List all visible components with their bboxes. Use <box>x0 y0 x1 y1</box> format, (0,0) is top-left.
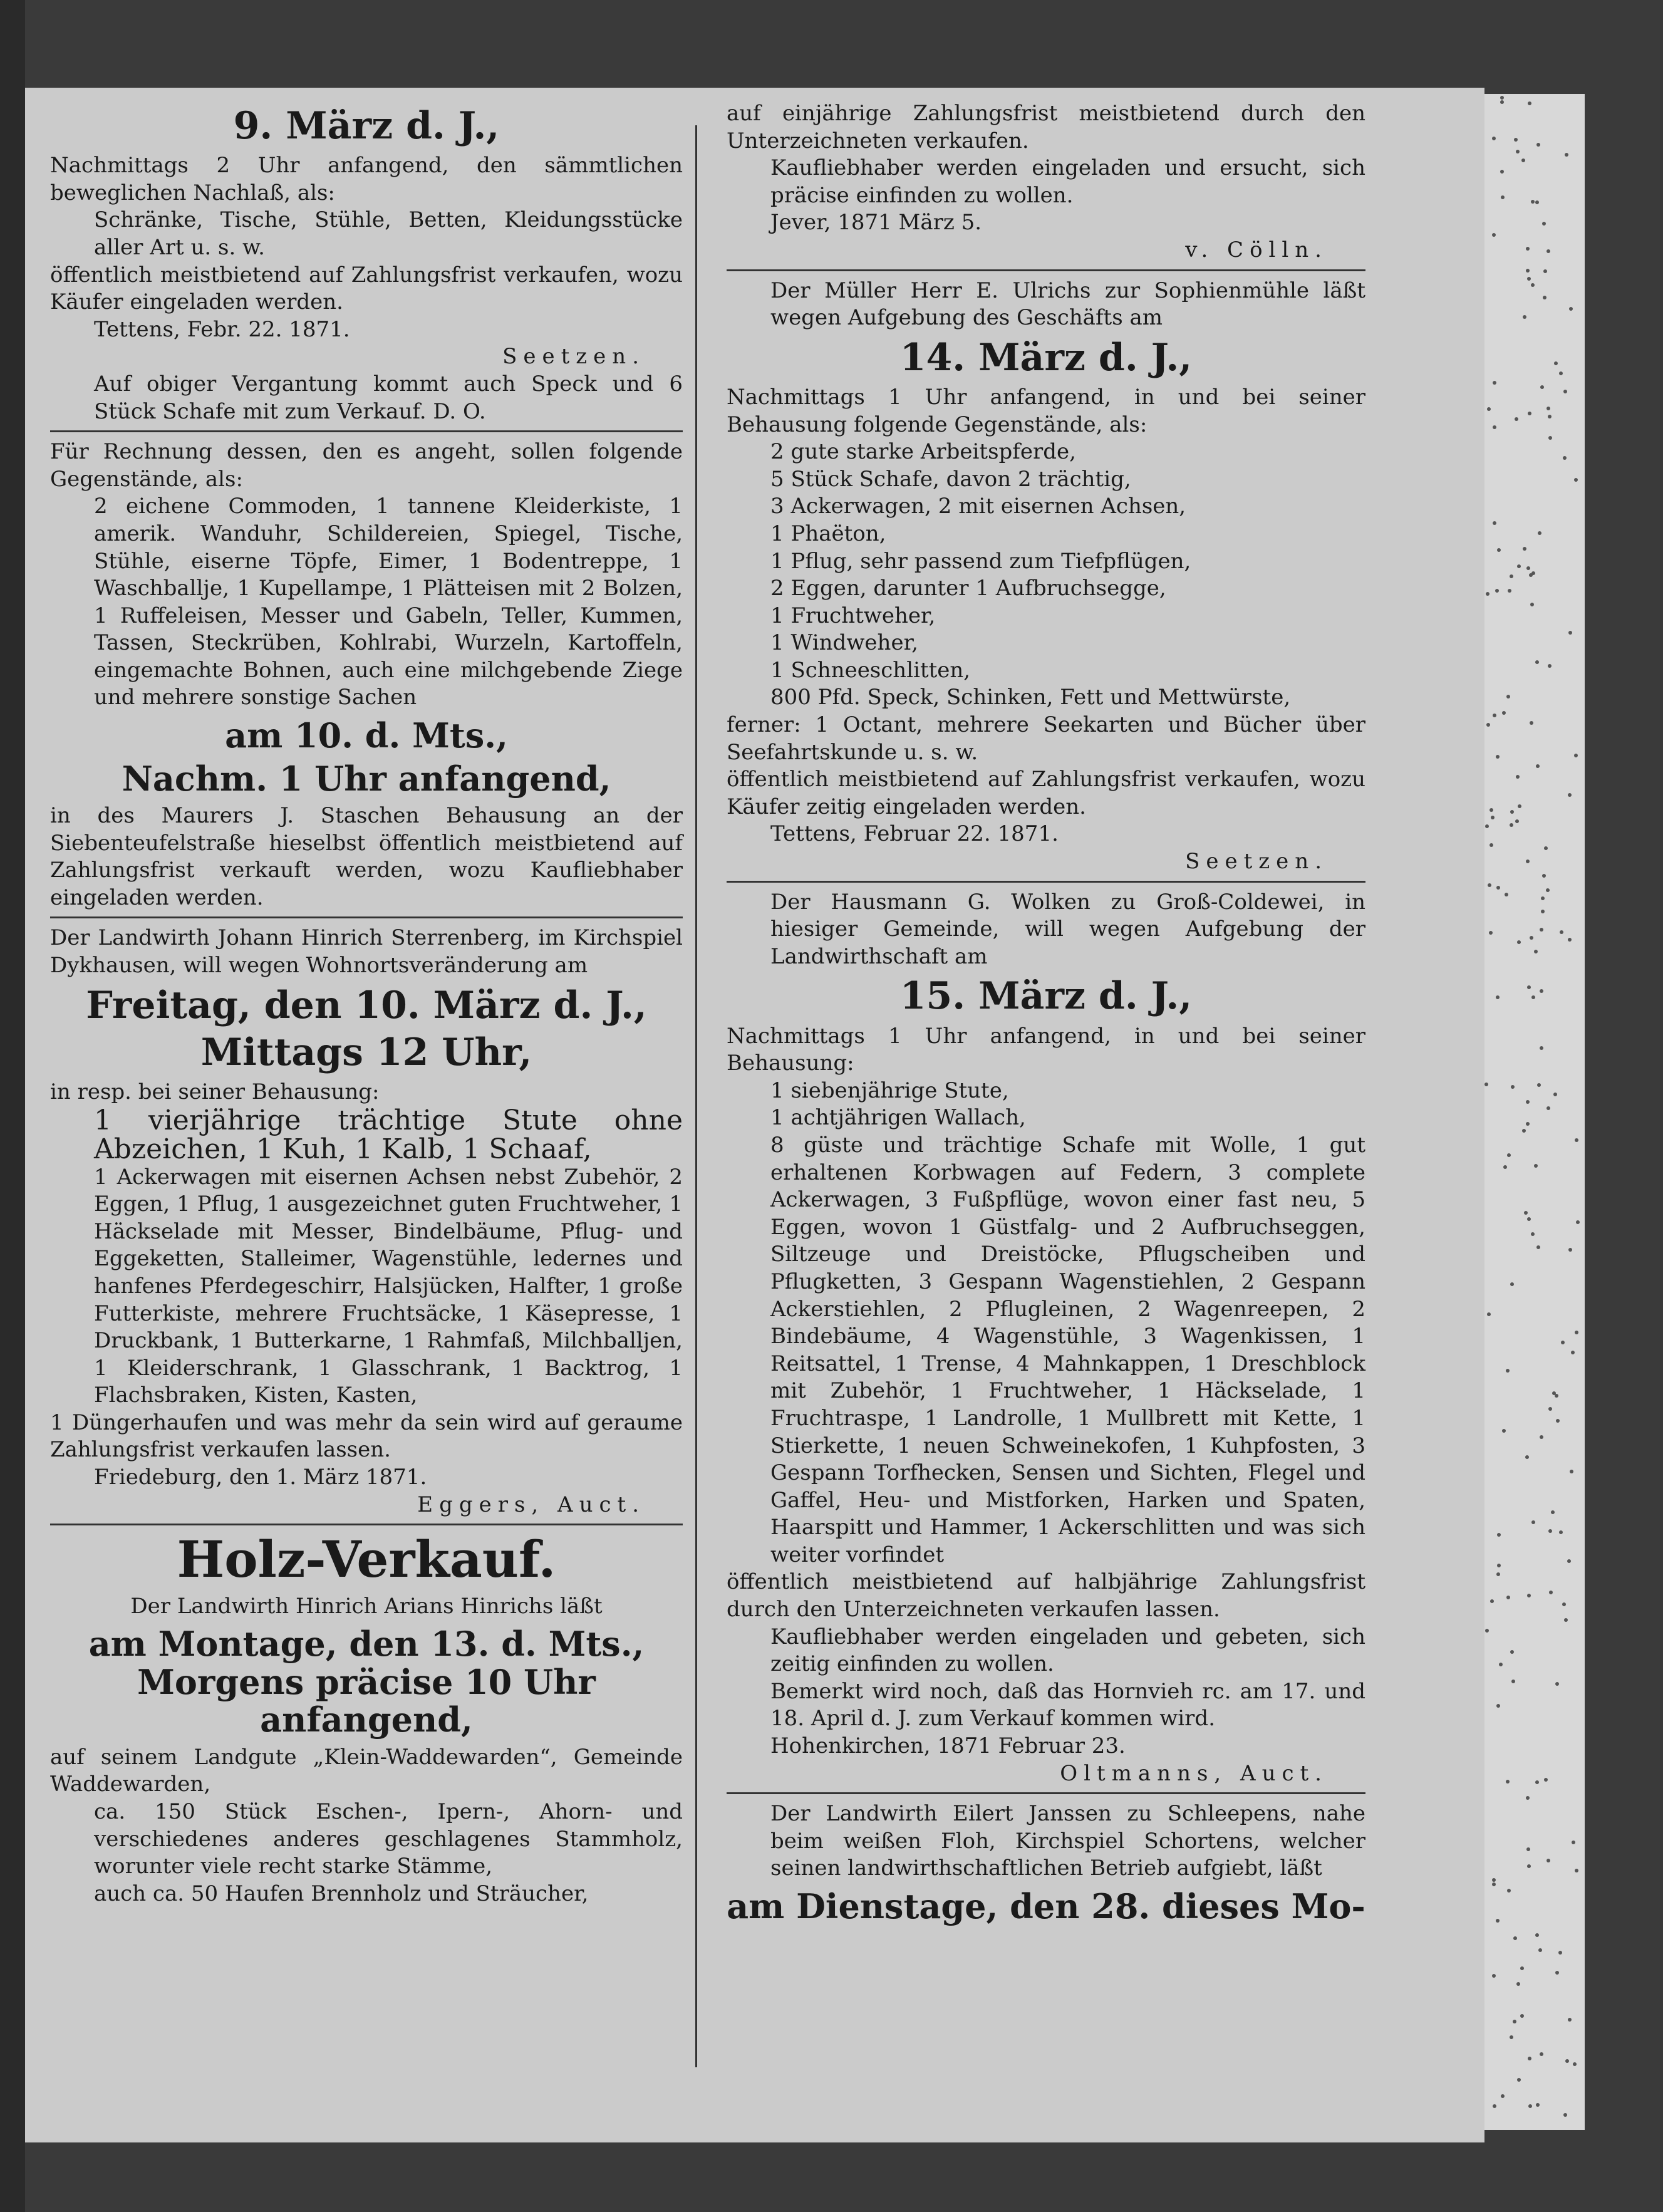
edge-speck <box>1515 417 1518 421</box>
edge-speck <box>1540 1046 1543 1050</box>
ad-signature: Seetzen. <box>1185 849 1328 875</box>
edge-speck <box>1565 153 1568 157</box>
ad-time-headline: Mittags 12 Uhr, <box>200 1030 532 1074</box>
edge-speck <box>1562 1602 1566 1606</box>
ad-separator <box>50 1524 683 1525</box>
ad-sterrenberg <box>50 925 683 1519</box>
edge-speck <box>1546 407 1550 410</box>
edge-speck <box>1496 1572 1500 1576</box>
ad-note: Bemerkt wird noch, daß das Hornvieh rc. am 17. und 18. April d. J. zum Verkauf kommen wird. <box>770 1678 1365 1732</box>
edge-speck <box>1574 478 1578 482</box>
edge-speck <box>1526 247 1530 251</box>
edge-speck <box>1548 436 1552 440</box>
edge-speck <box>1493 714 1496 717</box>
ad-text: auf seinem Landgute „Klein-Waddewarden“, Gemeinde Waddewarden, <box>50 1744 683 1797</box>
edge-speck <box>1543 296 1546 299</box>
edge-speck <box>1493 381 1496 385</box>
edge-speck <box>1526 1796 1530 1800</box>
edge-speck <box>1575 1138 1578 1142</box>
edge-speck <box>1530 721 1533 725</box>
edge-speck <box>1536 2103 1540 2107</box>
edge-speck <box>1496 1704 1500 1708</box>
edge-speck <box>1568 793 1572 797</box>
edge-speck <box>1541 910 1545 913</box>
edge-speck <box>1523 547 1526 551</box>
edge-speck <box>1544 1778 1548 1782</box>
edge-speck <box>1556 1419 1560 1423</box>
edge-speck <box>1528 2057 1531 2060</box>
ad-holz-verkauf <box>50 1532 683 1908</box>
edge-speck <box>1531 200 1535 204</box>
ad-item-list: ca. 150 Stück Eschen-, Ipern-, Ahorn- und verschiedenes anderes geschlagenes Stammholz, worunter viele recht starke Stämme, <box>94 1799 683 1879</box>
edge-speck <box>1506 1780 1510 1784</box>
edge-speck <box>1526 1122 1530 1126</box>
edge-speck <box>1542 222 1546 226</box>
edge-speck <box>1548 664 1552 668</box>
ad-date-headline: am Montage, den 13. d. Mts., Morgens präcise 10 Uhr anfangend, <box>88 1624 645 1740</box>
edge-speck <box>1526 566 1530 570</box>
edge-speck <box>1549 1591 1553 1594</box>
edge-speck <box>1518 804 1521 808</box>
edge-speck <box>1555 1682 1559 1686</box>
ad-text: öffentlich meistbietend auf halbjährige Zahlungsfrist durch den Unterzeichneten verkaufen lassen. <box>727 1569 1365 1623</box>
list-item: 1 Windweher, <box>770 630 918 656</box>
ad-auction-nachlass <box>50 105 683 425</box>
column-rule <box>695 125 697 2067</box>
edge-speck <box>1495 589 1499 593</box>
ad-item-featured: 1 vierjährige trächtige Stute ohne Abzeichen, 1 Kuh, 1 Kalb, 1 Schaaf, <box>94 1104 683 1165</box>
list-item: 1 Fruchtweher, <box>770 603 936 628</box>
edge-speck <box>1492 233 1496 237</box>
edge-speck <box>1491 816 1495 819</box>
ad-separator <box>50 916 683 918</box>
edge-speck <box>1488 883 1491 887</box>
edge-speck <box>1510 2035 1513 2039</box>
edge-speck <box>1510 810 1514 814</box>
ad-time-headline: Nachm. 1 Uhr anfangend, <box>122 758 611 799</box>
ad-text: auf einjährige Zahlungsfrist meistbietend durch den Unterzeichneten verkaufen. <box>727 101 1365 153</box>
ad-place-date: Jever, 1871 März 5. <box>770 210 982 236</box>
edge-speck <box>1535 1780 1539 1784</box>
book-fore-edge <box>1484 94 1585 2130</box>
edge-speck <box>1492 137 1496 140</box>
edge-speck <box>1528 412 1531 415</box>
ad-item-list: 2 eichene Commoden, 1 tannene Kleiderkiste, 1 amerik. Wanduhr, Schildereien, Spiegel, Tische, Stühle, eiserne Töpfe, Eimer, 1 Bodentreppe, 1 Waschballje, 1 Kupellampe, 1 Plätteisen mit 2 Bolzen, 1 Ruffeleisen, Messer und Gabeln, Teller, Kummen, Tassen, Steckrüben, Kohlrabi, Wurzeln, Kartoffeln, eingemachte Bohnen, auch eine milchgebende Ziege und mehrere sonstige Sachen <box>94 494 683 710</box>
edge-speck <box>1489 808 1493 812</box>
ad-separator <box>727 269 1365 271</box>
edge-speck <box>1541 896 1545 900</box>
edge-speck <box>1553 1093 1557 1096</box>
edge-speck <box>1561 1341 1565 1344</box>
ad-text: Nachmittags 1 Uhr anfangend, in und bei seiner Behausung: <box>727 1023 1365 1076</box>
ad-note: Auf obiger Vergantung kommt auch Speck und 6 Stück Schafe mit zum Verkauf. D. O. <box>94 371 683 424</box>
edge-speck <box>1546 1106 1550 1110</box>
edge-speck <box>1535 200 1539 204</box>
list-item: 800 Pfd. Speck, Schinken, Fett und Mettwürste, <box>770 685 1291 710</box>
edge-speck <box>1527 1217 1531 1221</box>
ad-intro: Der Müller Herr E. Ulrichs zur Sophienmühle läßt wegen Aufgebung des Geschäfts am <box>770 278 1365 331</box>
ad-text: ferner: 1 Octant, mehrere Seekarten und Bücher über Seefahrtskunde u. s. w. <box>727 712 1365 765</box>
edge-speck <box>1528 2104 1532 2108</box>
ad-date-headline: 15. März d. J., <box>899 974 1193 1019</box>
edge-speck <box>1558 1951 1562 1955</box>
edge-speck <box>1526 1847 1530 1851</box>
edge-speck <box>1546 1859 1550 1862</box>
edge-speck <box>1559 1530 1563 1534</box>
ad-ulrichs <box>727 278 1365 876</box>
edge-speck <box>1536 764 1540 768</box>
edge-speck <box>1497 548 1501 552</box>
edge-speck <box>1542 874 1546 878</box>
ad-janssen <box>727 1800 1365 1925</box>
list-item: 1 Schneeschlitten, <box>770 657 971 683</box>
ad-date-headline: am 10. d. Mts., <box>225 715 508 756</box>
edge-speck <box>1548 1407 1552 1411</box>
edge-speck <box>1516 1982 1520 1986</box>
ad-separator <box>50 430 683 432</box>
ad-item-list: auch ca. 50 Haufen Brennholz und Sträucher, <box>94 1881 589 1906</box>
ad-date-headline: am Dienstage, den 28. dieses Mo- <box>727 1886 1365 1926</box>
ad-date-headline: Freitag, den 10. März d. J., <box>86 983 647 1027</box>
edge-speck <box>1485 824 1489 828</box>
edge-speck <box>1536 1245 1540 1249</box>
edge-speck <box>1543 269 1547 273</box>
edge-speck <box>1568 938 1572 942</box>
list-item: 1 achtjährigen Wallach, <box>770 1105 1026 1131</box>
ad-text: Nachmittags 1 Uhr anfangend, in und bei seiner Behausung folgende Gegenstände, als: <box>727 384 1365 437</box>
ad-intro: Der Landwirth Hinrich Arians Hinrichs läßt <box>130 1593 603 1619</box>
edge-speck <box>1511 1680 1515 1683</box>
edge-speck <box>1531 995 1535 999</box>
edge-speck <box>1522 1129 1526 1133</box>
edge-speck <box>1492 1882 1496 1886</box>
edge-speck <box>1508 589 1511 593</box>
edge-speck <box>1493 2104 1496 2108</box>
ad-text: öffentlich meistbietend auf Zahlungsfrist verkaufen, wozu Käufer eingeladen werden. <box>50 262 683 315</box>
edge-speck <box>1531 283 1535 287</box>
ad-text: öffentlich meistbietend auf Zahlungsfrist verkaufen, wozu Käufer zeitig eingeladen werden. <box>727 767 1365 819</box>
edge-speck <box>1568 2018 1572 2022</box>
edge-speck <box>1564 1618 1568 1622</box>
edge-speck <box>1497 1564 1501 1567</box>
edge-speck <box>1535 1933 1539 1937</box>
edge-speck <box>1501 2094 1505 2098</box>
edge-speck <box>1496 1919 1500 1923</box>
ad-place-date: Tettens, Februar 22. 1871. <box>770 821 1059 847</box>
edge-speck <box>1487 407 1491 411</box>
edge-speck <box>1487 1312 1491 1316</box>
edge-speck <box>1563 456 1567 460</box>
edge-speck <box>1565 2059 1569 2063</box>
edge-speck <box>1572 1841 1575 1844</box>
edge-speck <box>1510 1650 1514 1654</box>
ad-place-date: Friedeburg, den 1. März 1871. <box>94 1465 427 1490</box>
edge-speck <box>1500 170 1504 174</box>
edge-speck <box>1505 893 1508 896</box>
ad-wolken <box>727 889 1365 1788</box>
edge-speck <box>1560 930 1563 934</box>
edge-speck <box>1526 269 1530 273</box>
list-item: 1 siebenjährige Stute, <box>770 1077 1009 1103</box>
edge-speck <box>1540 928 1543 932</box>
edge-speck <box>1528 101 1531 105</box>
edge-speck <box>1531 1232 1535 1236</box>
edge-speck <box>1502 711 1506 715</box>
edge-speck <box>1520 1966 1524 1970</box>
edge-speck <box>1517 564 1521 568</box>
ad-place-date: Tettens, Febr. 22. 1871. <box>94 316 350 342</box>
ad-household-sale <box>50 439 683 911</box>
edge-speck <box>1520 2014 1524 2018</box>
edge-speck <box>1525 1455 1529 1459</box>
edge-speck <box>1536 143 1540 147</box>
edge-speck <box>1517 2078 1521 2082</box>
edge-speck <box>1538 1948 1542 1952</box>
edge-speck <box>1499 1663 1503 1666</box>
edge-speck <box>1500 96 1504 100</box>
ad-text: 1 Düngerhaufen und was mehr da sein wird auf geraume Zahlungsfrist verkaufen lassen. <box>50 1410 683 1463</box>
edge-speck <box>1571 1351 1575 1354</box>
edge-speck <box>1555 1971 1559 1975</box>
edge-speck <box>1570 1470 1573 1473</box>
edge-speck <box>1544 846 1548 850</box>
edge-speck <box>1575 1331 1578 1334</box>
edge-speck <box>1496 755 1500 759</box>
edge-speck <box>1517 940 1521 944</box>
edge-speck <box>1548 415 1552 418</box>
list-item: 1 Phaëton, <box>770 521 886 546</box>
ad-place-date: Hohenkirchen, 1871 Februar 23. <box>770 1733 1126 1759</box>
edge-speck <box>1540 989 1543 993</box>
ad-text: Nachmittags 2 Uhr anfangend, den sämmtlichen beweglichen Nachlaß, als: <box>50 153 683 205</box>
ad-separator <box>727 881 1365 883</box>
edge-speck <box>1575 1869 1578 1872</box>
edge-speck <box>1538 531 1541 535</box>
edge-speck <box>1531 1520 1535 1524</box>
edge-speck <box>1530 936 1533 940</box>
edge-speck <box>1554 361 1558 365</box>
ad-signature: Eggers, Auct. <box>417 1492 645 1517</box>
ad-text: Kaufliebhaber werden eingeladen und ersucht, sich präcise einfinden zu wollen. <box>770 155 1365 208</box>
left-column <box>50 100 683 1911</box>
edge-speck <box>1497 1533 1501 1537</box>
edge-speck <box>1574 754 1578 757</box>
edge-speck <box>1502 1429 1506 1433</box>
edge-speck <box>1515 819 1519 823</box>
ad-intro: Der Landwirth Johann Hinrich Sterrenberg, im Kirchspiel Dykhausen, will wegen Wohnortsveränderung am <box>50 925 683 978</box>
ad-item-list: Schränke, Tische, Stühle, Betten, Kleidungsstücke aller Art u. s. w. <box>94 207 683 260</box>
ad-date-headline: 9. März d. J., <box>233 104 500 148</box>
edge-speck <box>1503 1165 1507 1169</box>
ad-signature: Oltmanns, Auct. <box>1060 1760 1328 1786</box>
ad-coelln-continued <box>727 100 1365 264</box>
edge-speck <box>1534 1164 1538 1168</box>
edge-speck <box>1540 2052 1543 2056</box>
edge-speck <box>1567 1559 1571 1563</box>
edge-speck <box>1559 371 1563 375</box>
edge-speck <box>1492 1878 1496 1882</box>
edge-speck <box>1516 150 1520 153</box>
edge-speck <box>1527 1864 1531 1868</box>
edge-speck <box>1569 307 1573 311</box>
edge-speck <box>1489 843 1493 847</box>
book-gutter <box>0 0 25 2212</box>
edge-speck <box>1507 1153 1511 1157</box>
edge-speck <box>1496 886 1500 890</box>
right-column <box>727 100 1365 1930</box>
edge-speck <box>1563 2113 1567 2117</box>
list-item: 1 Pflug, sehr passend zum Tiefpflügen, <box>770 548 1191 574</box>
edge-speck <box>1535 660 1539 664</box>
edge-speck <box>1510 574 1513 578</box>
edge-speck <box>1496 995 1500 999</box>
list-item: 8 güste und trächtige Schafe mit Wolle, 1 gut erhaltenen Korbwagen auf Federn, 3 complete Ackerwagen, 3 Fußpflüge, wovon einer fast neu, 5 Eggen, wovon 1 Güstfalg- und 2 Aufbruchseggen, Siltzeuge und Dreistöcke, Pflugscheiben und Pflugketten, 3 Gespann Wagenstiehlen, 2 Gespann Ackerstiehlen, 2 Pflugleinen, 2 Wagenreepen, 2 Bindebäume, 4 Wagenstühle, 3 Wagenkissen, 1 Reitsattel, 1 Trense, 4 Mahnkappen, 1 Dreschblock mit Zubehör, 1 Fruchtweher, 1 Häckselade, 1 Fruchtraspe, 1 Landrolle, 1 Mullbrett mit Kette, 1 Stierkette, 1 neuen Schweinekofen, 1 Kuhpfosten, 3 Gespann Torfhecken, Sensen und Sichten, Flegel und Gaffel, Heu- und Mistforken, Harken und Spaten, Haarspitt und Hammer, 1 Ackerschlitten und was sich weiter vorfindet <box>770 1132 1365 1567</box>
edge-speck <box>1546 888 1550 892</box>
edge-speck <box>1563 390 1567 393</box>
edge-speck <box>1534 950 1538 953</box>
edge-speck <box>1529 573 1533 577</box>
edge-speck <box>1540 385 1544 389</box>
edge-speck <box>1484 1083 1488 1086</box>
list-item: 3 Ackerwagen, 2 mit eisernen Achsen, <box>770 494 1186 519</box>
edge-speck <box>1510 823 1513 827</box>
edge-speck <box>1493 521 1496 525</box>
edge-speck <box>1513 1936 1517 1940</box>
edge-speck <box>1568 631 1572 635</box>
edge-speck <box>1540 1435 1543 1439</box>
edge-speck <box>1527 1594 1531 1597</box>
edge-speck <box>1551 1510 1555 1514</box>
edge-speck <box>1573 2062 1577 2066</box>
edge-speck <box>1530 603 1534 606</box>
ad-signature: Seetzen. <box>502 344 645 370</box>
edge-speck <box>1513 2020 1516 2023</box>
edge-speck <box>1526 859 1530 863</box>
edge-speck <box>1492 1974 1496 1978</box>
edge-speck <box>1524 1211 1528 1215</box>
edge-speck <box>1546 249 1550 253</box>
edge-speck <box>1523 315 1526 319</box>
edge-speck <box>1489 931 1493 935</box>
edge-speck <box>1516 775 1520 779</box>
edge-speck <box>1576 1220 1580 1224</box>
edge-speck <box>1511 1085 1515 1089</box>
ad-title: Holz-Verkauf. <box>177 1530 556 1589</box>
list-item: 2 Eggen, darunter 1 Aufbruchsegge, <box>770 576 1166 601</box>
ad-signature: v. Cölln. <box>1185 237 1328 262</box>
ad-text: in resp. bei seiner Behausung: <box>50 1079 380 1104</box>
edge-speck <box>1485 1629 1489 1633</box>
edge-speck <box>1552 1391 1556 1395</box>
ad-intro: Der Landwirth Eilert Janssen zu Schleepens, nahe beim weißen Floh, Kirchspiel Schortens, welcher seinen landwirthschaftlichen Betrieb aufgiebt, läßt <box>770 1801 1365 1881</box>
list-item: 2 gute starke Arbeitspferde, <box>770 439 1076 465</box>
edge-speck <box>1514 138 1518 142</box>
ad-text: in des Maurers J. Staschen Behausung an der Siebenteufelstraße hieselbst öffentlich meistbietend auf Zahlungsfrist verkauft werden, wozu Kaufliebhaber eingeladen werden. <box>50 803 683 910</box>
edge-speck <box>1486 592 1489 596</box>
edge-speck <box>1506 1369 1510 1373</box>
edge-speck <box>1521 158 1525 162</box>
edge-speck <box>1510 1282 1514 1286</box>
edge-speck <box>1537 1083 1541 1087</box>
edge-speck <box>1501 195 1505 199</box>
edge-speck <box>1500 100 1504 104</box>
edge-speck <box>1507 1889 1511 1893</box>
edge-speck <box>1506 1596 1510 1599</box>
ad-date-headline: 14. März d. J., <box>899 335 1193 380</box>
edge-speck <box>1506 695 1510 698</box>
list-item: 5 Stück Schafe, davon 2 trächtig, <box>770 466 1131 492</box>
edge-speck <box>1493 425 1496 429</box>
ad-separator <box>727 1792 1365 1794</box>
ad-text: Kaufliebhaber werden eingeladen und gebeten, sich zeitig einfinden zu wollen. <box>770 1624 1365 1677</box>
ad-intro: Der Hausmann G. Wolken zu Groß-Coldewei, in hiesiger Gemeinde, will wegen Aufgebung der Landwirthschaft am <box>770 889 1365 969</box>
edge-speck <box>1486 723 1490 727</box>
edge-speck <box>1526 1100 1530 1104</box>
edge-speck <box>1568 1248 1572 1252</box>
ad-item-list: 1 Ackerwagen mit eisernen Achsen nebst Zubehör, 2 Eggen, 1 Pflug, 1 ausgezeichnet guten Fruchtweher, 1 Häckselade mit Messer, Bindelbäume, Pflug- und Eggeketten, Stalleimer, Wagenstühle, ledernes und hanfenes Pferdegeschirr, Halsjücken, Halfter, 1 große Futterkiste, mehrere Fruchtsäcke, 1 Käsepresse, 1 Druckbank, 1 Butterkarne, 1 Rahmfaß, Milchballjen, 1 Kleiderschrank, 1 Glasschrank, 1 Backtrog, 1 Flachsbraken, Kisten, Kasten, <box>94 1164 683 1408</box>
edge-speck <box>1548 1529 1552 1533</box>
edge-speck <box>1527 277 1531 281</box>
edge-speck <box>1490 1599 1494 1603</box>
edge-speck <box>1527 985 1531 989</box>
ad-text: Für Rechnung dessen, den es angeht, sollen folgende Gegenstände, als: <box>50 439 683 492</box>
